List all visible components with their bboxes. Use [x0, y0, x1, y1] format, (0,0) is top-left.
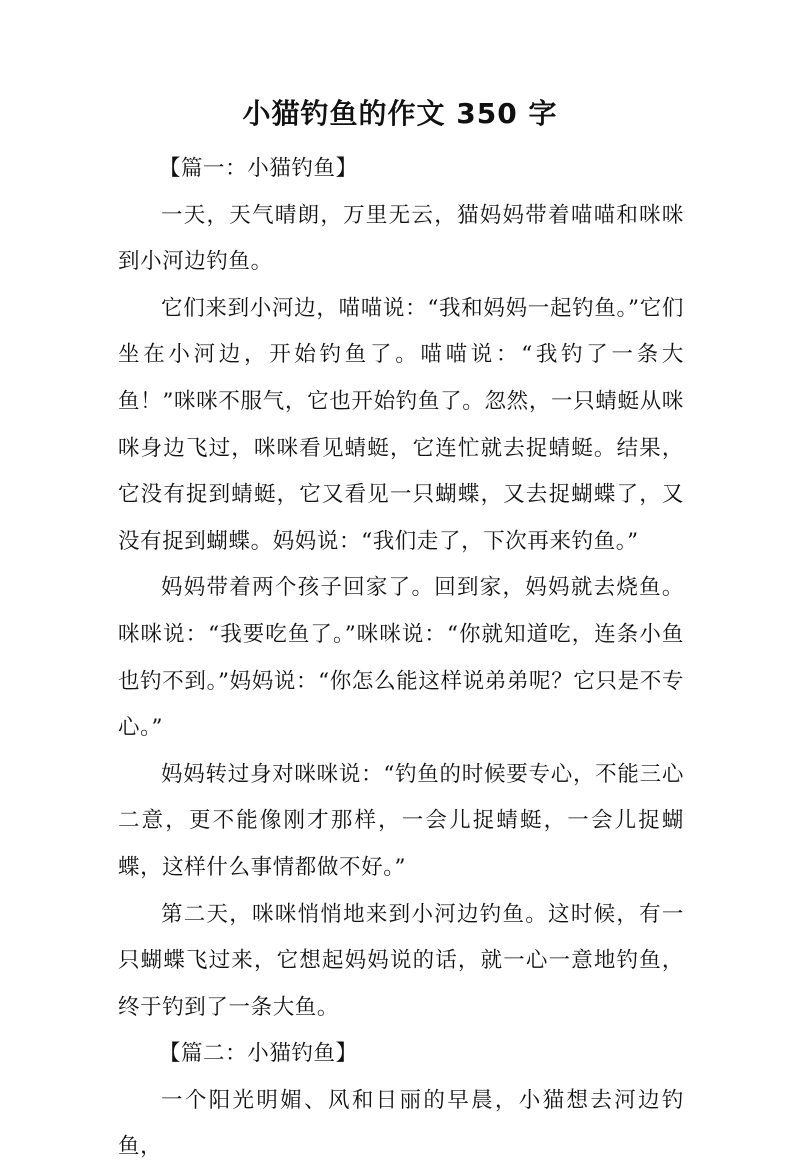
paragraph: 一个阳光明媚、风和日丽的早晨，小猫想去河边钓鱼，: [118, 1087, 684, 1160]
section-heading-1: 【篇一：小猫钓鱼】: [158, 156, 358, 181]
paragraph: 妈妈转过身对咪咪说：“钓鱼的时候要专心，不能三心二意，更不能像刚才那样，一会儿捉蜻蜓，一会儿捉蝴蝶，这样什么事情都做不好。”: [118, 761, 684, 880]
section-heading-2: 【篇二：小猫钓鱼】: [158, 1041, 358, 1067]
document-body: [118, 146, 684, 1171]
paragraph: 妈妈带着两个孩子回家了。回到家，妈妈就去烧鱼。咪咪说：“我要吃鱼了。”咪咪说：“你就知道吃，连条小鱼也钓不到。”妈妈说：“你怎么能这样说弟弟呢？它只是不专心。”: [118, 575, 684, 741]
paragraph: 一天，天气晴朗，万里无云，猫妈妈带着喵喵和咪咪到小河边钓鱼。: [118, 202, 684, 275]
paragraph: 第二天，咪咪悄悄地来到小河边钓鱼。这时候，有一只蝴蝶飞过来，它想起妈妈说的话，就一心一意地钓鱼，终于钓到了一条大鱼。: [118, 901, 684, 1020]
paragraph: 它们来到小河边，喵喵说：“我和妈妈一起钓鱼。”它们坐在小河边，开始钓鱼了。喵喵说：“我钓了一条大鱼！”咪咪不服气，它也开始钓鱼了。忽然，一只蜻蜓从咪咪身边飞过，咪咪看见蜻蜓，它连忙就去捉蜻蜓。结果，它没有捉到蜻蜓，它又看见一只蝴蝶，又去捉蝴蝶了，又没有捉到蝴蝶。妈妈说：“我们走了，下次再来钓鱼。”: [118, 295, 684, 554]
document-title: 小猫钓鱼的作文 350 字: [242, 97, 558, 130]
